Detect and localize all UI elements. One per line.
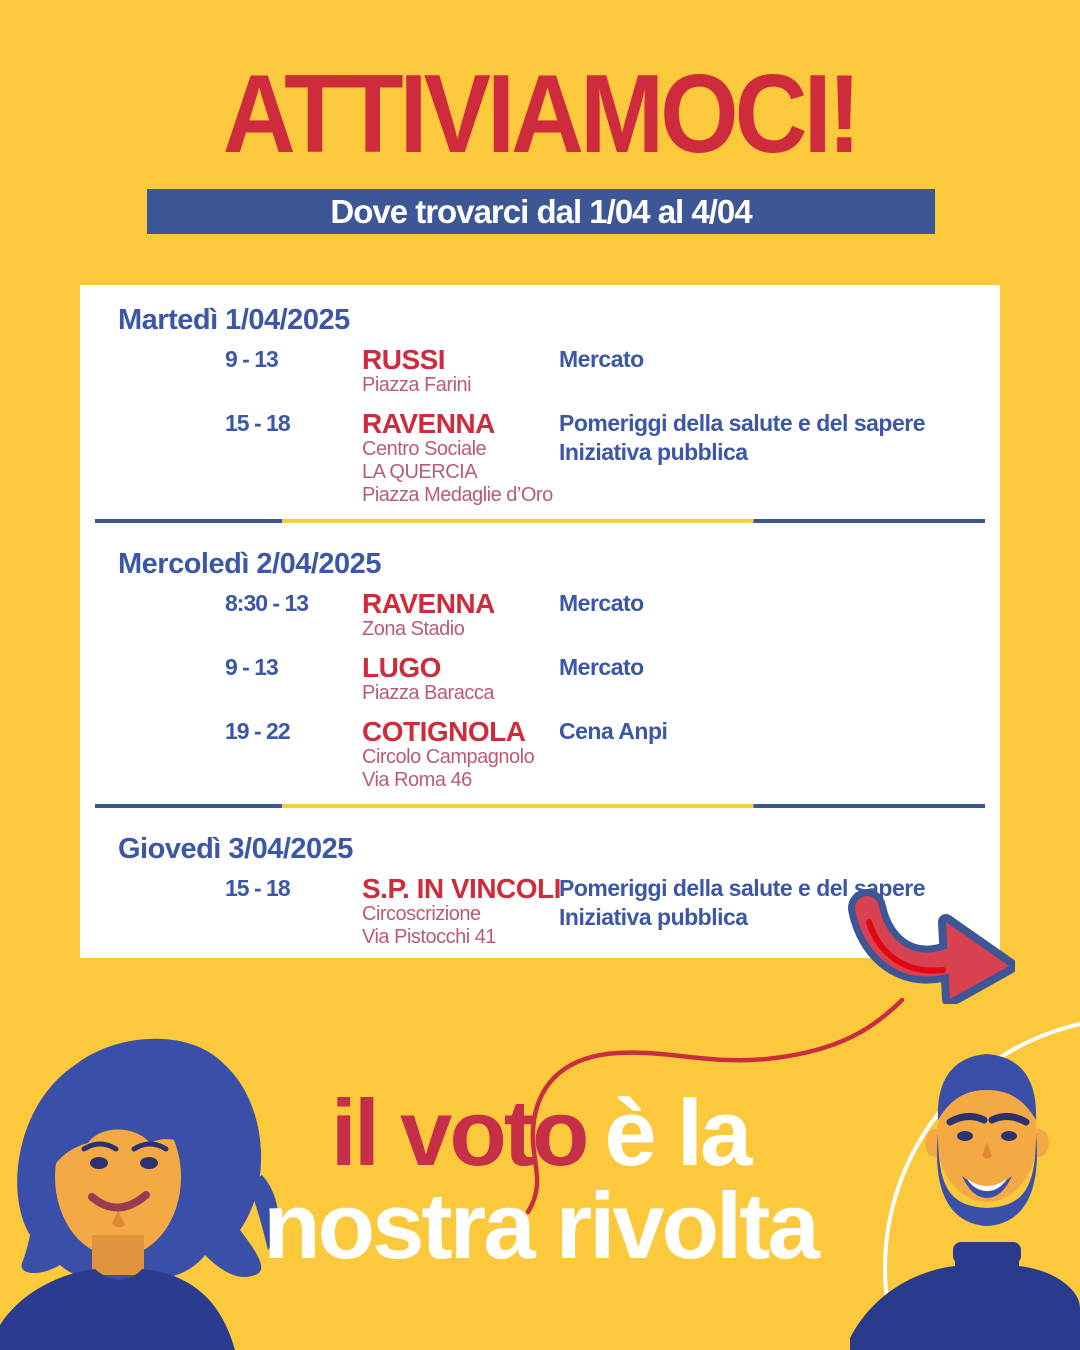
event-place-block	[362, 653, 559, 705]
event-description-block	[559, 653, 1000, 682]
event-place-block	[362, 717, 559, 792]
event-description-block	[559, 345, 1000, 374]
event-venue: LA QUERCIA	[362, 461, 478, 483]
slogan-part-red: il voto	[330, 1080, 587, 1185]
subtitle-banner	[147, 189, 935, 234]
day-header: Martedì 1/04/2025	[118, 304, 350, 336]
event-description: Mercato	[559, 654, 644, 680]
event-description: Cena Anpi	[559, 718, 668, 744]
event-place-block	[362, 589, 559, 641]
section-divider	[95, 804, 985, 808]
event-venue: Circolo Campagnolo	[362, 746, 535, 768]
poster-title: ATTIVIAMOCI!	[222, 53, 858, 177]
day-section-mercoledi	[80, 547, 1000, 792]
slogan-line-1	[0, 1080, 1080, 1185]
event-description: Pomeriggi della salute e del sapere	[559, 410, 925, 436]
event-row	[80, 717, 1000, 792]
event-description: Iniziativa pubblica	[559, 439, 748, 465]
event-venue: Via Roma 46	[362, 769, 472, 791]
slogan-line-2: nostra rivolta	[263, 1173, 817, 1279]
event-venue: Circoscrizione	[362, 903, 481, 925]
event-description: Pomeriggi della salute e del sapere	[559, 875, 925, 901]
event-description: Mercato	[559, 590, 644, 616]
event-venue: Piazza Medaglie d’Oro	[362, 484, 553, 506]
event-venue: Zona Stadio	[362, 618, 465, 640]
section-divider	[95, 519, 985, 523]
schedule-card	[80, 285, 1000, 958]
event-place: COTIGNOLA	[362, 716, 526, 747]
event-time: 8:30 - 13	[225, 590, 309, 616]
event-time: 15 - 18	[225, 875, 290, 901]
event-place-block	[362, 345, 559, 397]
day-header: Giovedì 3/04/2025	[118, 833, 353, 865]
schedule-card-content	[80, 285, 1000, 949]
event-row	[80, 345, 1000, 397]
event-venue: Piazza Baracca	[362, 682, 494, 704]
event-place: LUGO	[362, 652, 441, 683]
event-place-block	[362, 874, 559, 949]
event-venue: Centro Sociale	[362, 438, 487, 460]
subtitle-text: Dove trovarci dal 1/04 al 4/04	[330, 192, 752, 230]
arrow-icon	[843, 886, 1015, 1004]
event-row	[80, 409, 1000, 507]
event-description-block	[559, 717, 1000, 746]
event-description-block	[559, 409, 1000, 467]
day-section-martedi	[80, 303, 1000, 507]
event-time: 9 - 13	[225, 654, 278, 680]
event-time: 19 - 22	[225, 718, 290, 744]
event-row	[80, 653, 1000, 705]
event-description: Iniziativa pubblica	[559, 904, 748, 930]
event-place: RUSSI	[362, 344, 446, 375]
event-venue: Via Pistocchi 41	[362, 926, 496, 948]
event-place: RAVENNA	[362, 588, 495, 619]
day-header: Mercoledì 2/04/2025	[118, 548, 381, 580]
event-place: S.P. IN VINCOLI	[362, 873, 561, 904]
event-place: RAVENNA	[362, 408, 495, 439]
event-time: 15 - 18	[225, 410, 290, 436]
event-venue: Piazza Farini	[362, 374, 472, 396]
event-time: 9 - 13	[225, 346, 278, 372]
event-description-block	[559, 589, 1000, 618]
slogan-part-white: è la	[604, 1080, 750, 1185]
event-place-block	[362, 409, 559, 507]
slogan	[0, 1080, 1080, 1279]
event-row	[80, 589, 1000, 641]
event-description: Mercato	[559, 346, 644, 372]
